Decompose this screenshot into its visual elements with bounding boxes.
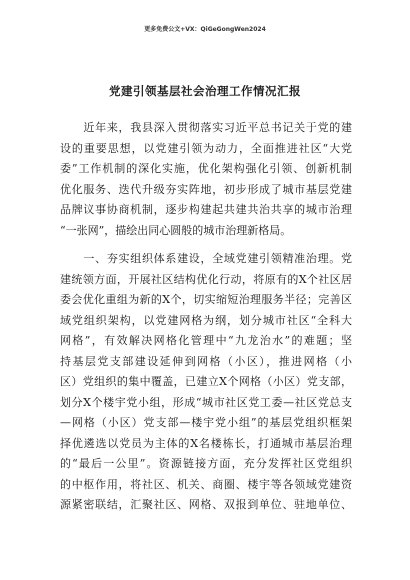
- text-line: 的中枢作用，将社区、机关、商圈、楼宇等各领域党建资: [60, 477, 352, 491]
- text-line: 择优遴选以党员为主体的X名楼栋长，打通城市基层治理: [60, 436, 352, 450]
- text-line: 建统领方面，开展社区结构优化行动，将原有的X个社区居: [60, 272, 352, 286]
- text-line: 委会优化重组为新的X个，切实缩短治理服务半径；完善区: [60, 293, 352, 306]
- text-line: “一张网”，描绘出同心圆般的城市治理新格局。: [60, 223, 292, 237]
- text-line: —网格（小区）党支部—楼宇党小组”的基层党组织框架: [60, 416, 352, 429]
- text-line: 源紧密联结，汇聚社区、网格、双报到单位、驻地单位、: [60, 498, 352, 511]
- text-line: 优化服务、迭代升级夯实阵地，初步形成了城市基层党建: [60, 182, 352, 196]
- text-line: 域党组织架构，以党建网格为纲，划分城市社区“全科大: [60, 313, 352, 327]
- text-line: 设的重要思想，以党建引领为动力，全面推进社区“大党: [60, 141, 352, 155]
- text-line: 持基层党支部建设延伸到网格（小区），推进网格（小: [60, 354, 352, 368]
- document-title: 党建引领基层社会治理工作情况汇报: [109, 84, 301, 98]
- text-line: 网格”，有效解决网格化管理中“九龙治水”的难题；坚: [60, 334, 352, 347]
- text-line: 一、夯实组织体系建设，全域党建引领精准治理。党: [60, 252, 352, 265]
- text-line: 品牌议事协商机制，逐步构建起共建共治共享的城市治理: [60, 203, 352, 216]
- paragraph-section-one: [60, 249, 352, 516]
- text-line: 区）党组织的集中覆盖，已建立X个网格（小区）党支部，: [60, 375, 352, 388]
- text-line: 近年来，我县深入贯彻落实习近平总书记关于党的建: [60, 121, 352, 134]
- text-line: 委”工作机制的深化实施，优化架构强化引领、创新机制: [60, 162, 352, 175]
- text-line: 划分X个楼宇党小组，形成“城市社区党工委—社区党总支: [60, 395, 352, 409]
- text-line: 的“最后一公里”。资源链接方面，充分发挥社区党组织: [60, 457, 352, 470]
- paragraph-intro: [60, 118, 352, 241]
- paragraph-gap: [60, 241, 352, 249]
- document-body: [60, 118, 352, 516]
- page-header: 更多免费公文+VX：QiGeGongWen2024: [144, 26, 266, 33]
